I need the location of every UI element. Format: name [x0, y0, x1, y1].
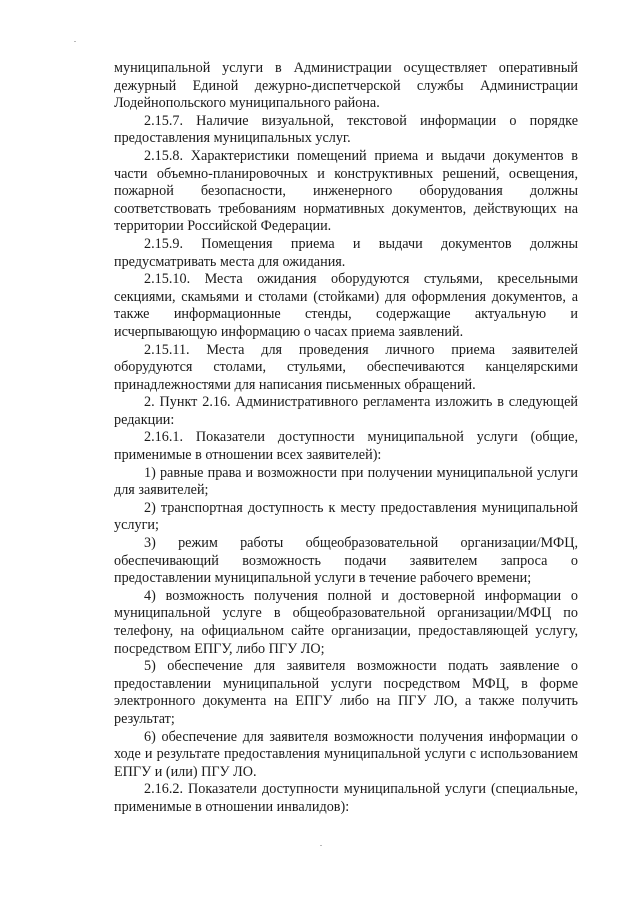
list-item-4: 4) возможность получения полной и достоверной информации о муниципальной услуге в общеобразовательной организации/МФЦ по телефону, на официальном сайте организации, предоставляющей услугу, посредством ЕПГУ, либо ПГУ ЛО;	[114, 587, 578, 657]
scan-speck	[320, 845, 322, 846]
list-item-2: 2) транспортная доступность к месту предоставления муниципальной услуги;	[114, 499, 578, 534]
document-body	[114, 60, 578, 817]
paragraph-2-16-2: 2.16.2. Показатели доступности муниципальной услуги (специальные, применимые в отношении инвалидов):	[114, 781, 578, 815]
paragraph-2-15-7: 2.15.7. Наличие визуальной, текстовой информации о порядке предоставления муниципальных услуг.	[114, 112, 578, 147]
paragraph-2-16-1: 2.16.1. Показатели доступности муниципальной услуги (общие, применимые в отношении всех заявителей):	[114, 429, 578, 464]
paragraph-item-2: 2. Пункт 2.16. Административного регламента изложить в следующей редакции:	[114, 394, 578, 428]
paragraph-2-15-11: 2.15.11. Места для проведения личного приема заявителей оборудуются столами, стульями, обеспечиваются канцелярскими принадлежностями для написания письменных обращений.	[114, 341, 578, 393]
list-item-6: 6) обеспечение для заявителя возможности получения информации о ходе и результате предоставления муниципальной услуги с использованием ЕПГУ и (или) ПГУ ЛО.	[114, 728, 578, 780]
paragraph-continuation: муниципальной услуги в Администрации осуществляет оперативный дежурный Единой дежурно-диспетчерской службы Администрации Лодейнопольского муниципального района.	[114, 60, 578, 112]
list-item-1: 1) равные права и возможности при получении муниципальной услуги для заявителей;	[114, 464, 578, 499]
paragraph-2-15-9: 2.15.9. Помещения приема и выдачи документов должны предусматривать места для ожидания.	[114, 235, 578, 270]
list-item-3: 3) режим работы общеобразовательной организации/МФЦ, обеспечивающий возможность подачи заявителем запроса о предоставлении муниципальной услуги в течение рабочего времени;	[114, 535, 578, 587]
list-item-5: 5) обеспечение для заявителя возможности подать заявление о предоставлении муниципальной услуги посредством МФЦ, в форме электронного документа на ЕПГУ либо на ПГУ ЛО, а также получить результат;	[114, 658, 578, 727]
scan-speck	[74, 41, 76, 42]
paragraph-2-15-8: 2.15.8. Характеристики помещений приема и выдачи документов в части объемно-планировочных и конструктивных решений, освещения, пожарной безопасности, инженерного оборудования должны соответствовать требованиям нормативных документов, действующих на территории Российской Федерации.	[114, 147, 578, 235]
paragraph-2-15-10: 2.15.10. Места ожидания оборудуются стульями, кресельными секциями, скамьями и столами (стойками) для оформления документов, а также информационные стенды, содержащие актуальную и исчерпывающую информацию о часах приема заявлений.	[114, 271, 578, 340]
